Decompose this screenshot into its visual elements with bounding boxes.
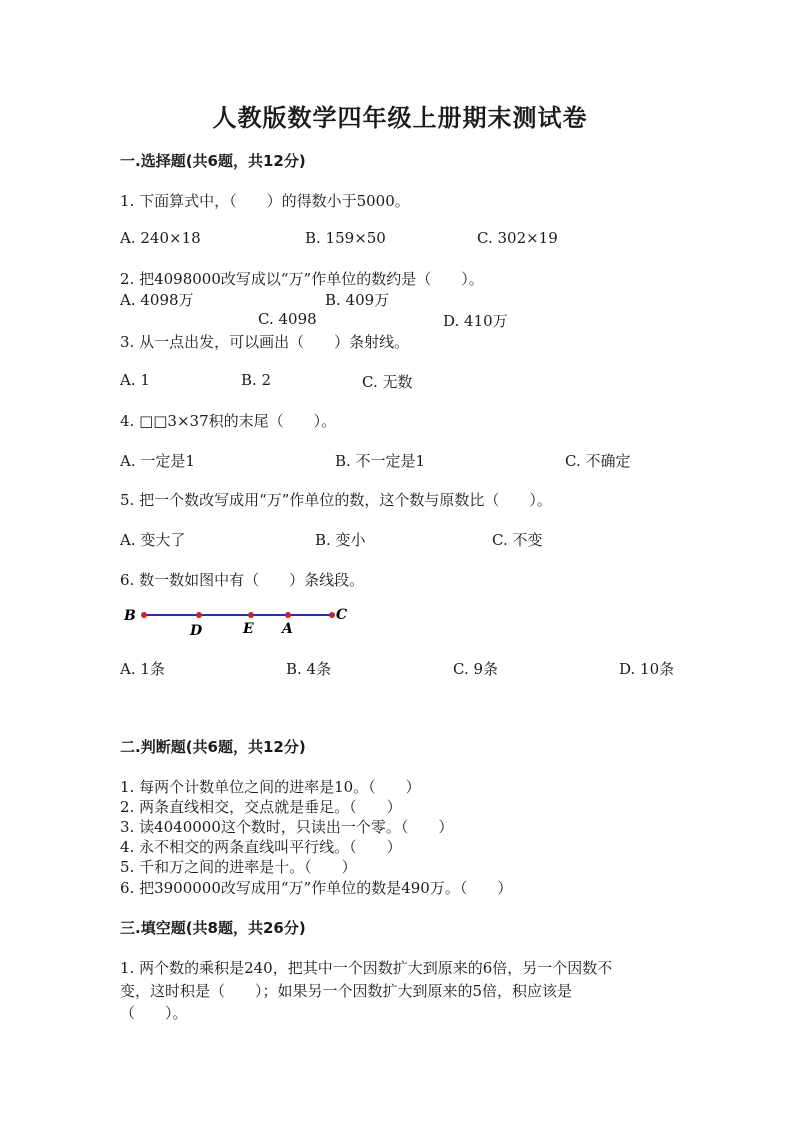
fill-question-line: 变，这时积是（ ）；如果另一个因数扩大到原来的5倍，积应该是 <box>120 982 573 1000</box>
point-b <box>141 612 147 618</box>
line-segment-figure <box>122 600 362 640</box>
judge-item: 5. 千和万之间的进率是十。（ ） <box>120 858 357 876</box>
question-5: 5. 把一个数改写成用“万”作单位的数，这个数与原数比（ ）。 <box>120 491 552 509</box>
label-a: A <box>282 621 293 637</box>
judge-item: 1. 每两个计数单位之间的进率是10。（ ） <box>120 778 421 796</box>
point-e <box>248 612 254 618</box>
option-a: A. 1条 <box>120 660 165 678</box>
option-c: C. 9条 <box>453 660 499 678</box>
section-heading-judge: 二.判断题(共6题，共12分) <box>120 738 306 756</box>
option-b: B. 4条 <box>286 660 332 678</box>
option-d: D. 10条 <box>619 660 675 678</box>
fill-question-line: （ ）。 <box>120 1004 188 1022</box>
label-d: D <box>190 623 203 639</box>
option-b: B. 不一定是1 <box>335 452 426 470</box>
option-a: A. 4098万 <box>120 291 194 309</box>
section-heading-choice: 一.选择题(共6题，共12分) <box>120 152 306 170</box>
question-2: 2. 把4098000改写成以“万”作单位的数约是（ ）。 <box>120 270 484 288</box>
option-c: C. 302×19 <box>477 229 558 247</box>
page-title: 人教版数学四年级上册期末测试卷 <box>212 103 588 132</box>
option-c: C. 不确定 <box>565 452 631 470</box>
option-a: A. 1 <box>120 371 150 389</box>
judge-item: 2. 两条直线相交，交点就是垂足。（ ） <box>120 798 402 816</box>
question-4: 4. □□3×37积的末尾（ ）。 <box>120 412 337 430</box>
option-a: A. 一定是1 <box>120 452 195 470</box>
question-6: 6. 数一数如图中有（ ）条线段。 <box>120 571 365 589</box>
option-c: C. 4098 <box>258 310 317 328</box>
option-b: B. 2 <box>241 371 272 389</box>
point-c <box>329 612 335 618</box>
section-heading-fill: 三.填空题(共8题，共26分) <box>120 919 306 937</box>
fill-question-line: 1. 两个数的乘积是240，把其中一个因数扩大到原来的6倍，另一个因数不 <box>120 959 613 977</box>
judge-item: 3. 读4040000这个数时，只读出一个零。（ ） <box>120 818 454 836</box>
option-a: A. 变大了 <box>120 531 186 549</box>
judge-item: 6. 把3900000改写成用“万”作单位的数是490万。（ ） <box>120 879 513 897</box>
option-c: C. 不变 <box>492 531 543 549</box>
option-b: B. 变小 <box>315 531 366 549</box>
option-c: C. 无数 <box>362 373 413 391</box>
option-b: B. 409万 <box>325 291 390 309</box>
label-e: E <box>243 621 254 637</box>
option-a: A. 240×18 <box>120 229 201 247</box>
point-a <box>285 612 291 618</box>
option-b: B. 159×50 <box>305 229 386 247</box>
label-c: C <box>336 607 348 623</box>
judge-item: 4. 永不相交的两条直线叫平行线。（ ） <box>120 838 402 856</box>
question-3: 3. 从一点出发，可以画出（ ）条射线。 <box>120 333 410 351</box>
point-d <box>196 612 202 618</box>
label-b: B <box>124 608 136 624</box>
question-1: 1. 下面算式中，（ ）的得数小于5000。 <box>120 192 410 210</box>
option-d: D. 410万 <box>443 312 508 330</box>
